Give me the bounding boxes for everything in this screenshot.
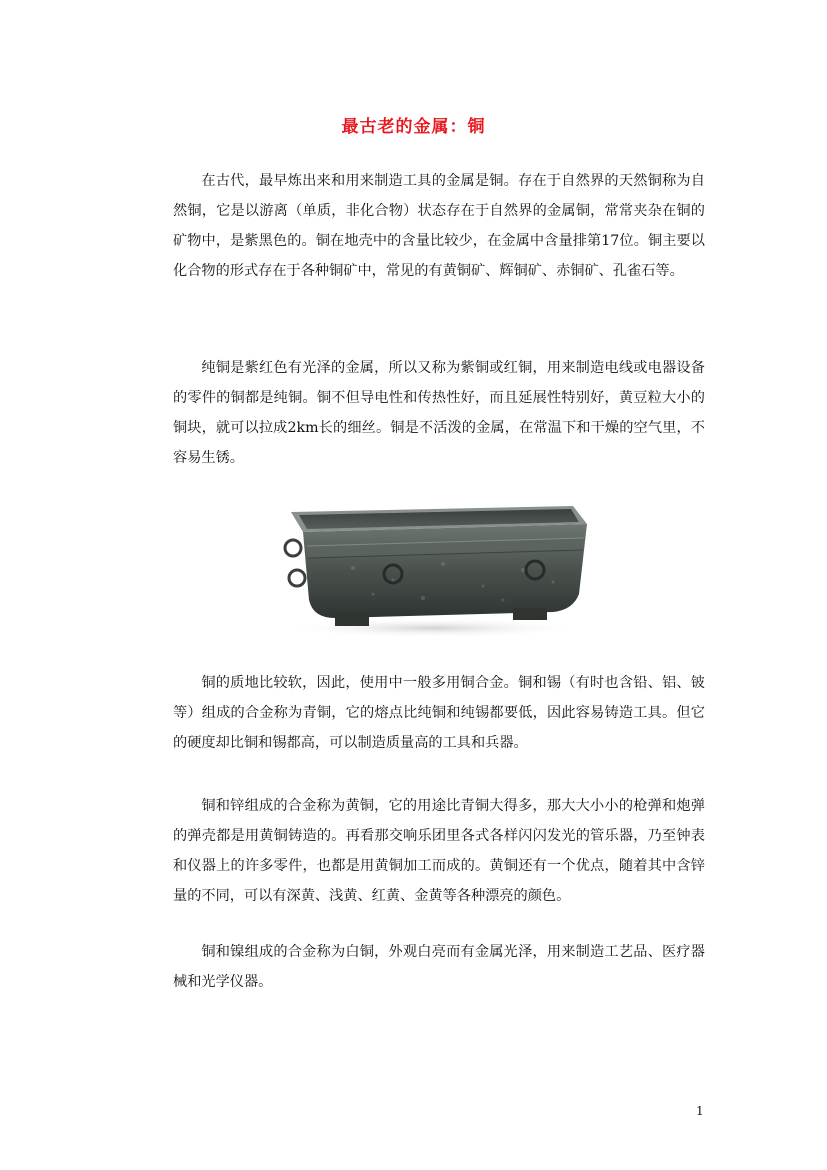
page-number: 1 — [696, 1104, 704, 1118]
paragraph-native-copper: 在古代，最早炼出来和用来制造工具的金属是铜。存在于自然界的天然铜称为自然铜，它是以游离（单质，非化合物）状态存在于自然界的金属铜，常常夹杂在铜的矿物中，是紫黑色的。铜在地壳中的含量比较少，在金属中含量排第17位。铜主要以化合物的形式存在于各种铜矿中，常见的有黄铜矿、辉铜矿、赤铜矿、孔雀石等。 — [173, 173, 705, 279]
paragraph-pure-copper: 纯铜是紫红色有光泽的金属，所以又称为紫铜或红铜，用来制造电线或电器设备的零件的铜都是纯铜。铜不但导电性和传热性好，而且延展性特别好，黄豆粒大小的铜块，就可以拉成2km长的细丝。铜是不活泼的金属，在常温下和干燥的空气里，不容易生锈。 — [173, 360, 705, 466]
paragraph-brass: 铜和锌组成的合金称为黄铜，它的用途比青铜大得多，那大大小小的枪弹和炮弹的弹壳都是用黄铜铸造的。再看那交响乐团里各式各样闪闪发光的管乐器，乃至钟表和仪器上的许多零件，也都是用黄铜加工而成的。黄铜还有一个优点，随着其中含锌量的不同，可以有深黄、浅黄、红黄、金黄等各种漂亮的颜色。 — [173, 798, 705, 904]
paragraph-bronze: 铜的质地比较软，因此，使用中一般多用铜合金。铜和锡（有时也含铅、铝、铍等）组成的合金称为青铜，它的熔点比纯铜和纯锡都要低，因此容易铸造工具。但它的硬度却比铜和锡都高，可以制造质量高的工具和兵器。 — [173, 675, 705, 751]
bronze-vessel-illustration — [273, 498, 591, 638]
bronze-vessel-image — [273, 498, 591, 638]
page-title: 最古老的金属：铜 — [341, 117, 486, 137]
paragraph-cupronickel: 铜和镍组成的合金称为白铜，外观白亮而有金属光泽，用来制造工艺品、医疗器械和光学仪器。 — [173, 944, 705, 990]
